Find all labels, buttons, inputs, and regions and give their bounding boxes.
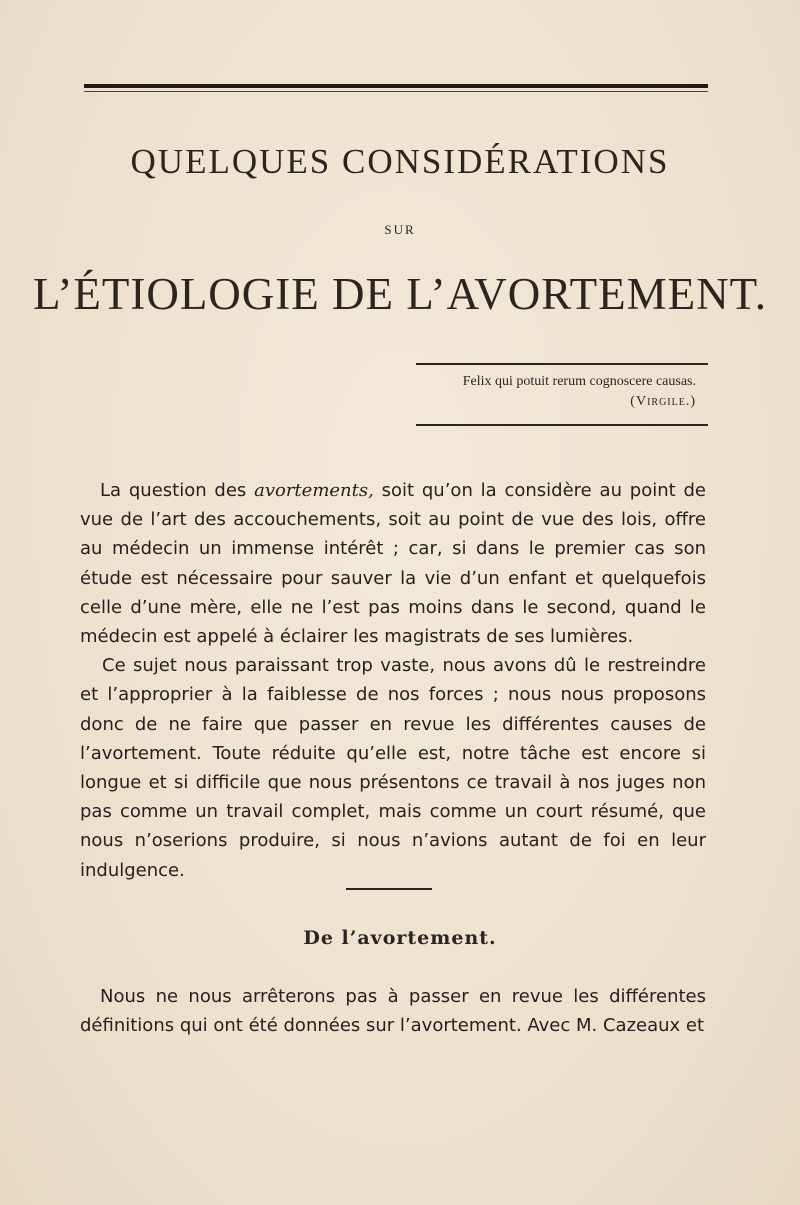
intro-p1-emphasis: avortements, [254, 480, 374, 501]
epigraph-attribution: (Virgile.) [630, 394, 696, 409]
epigraph-rule-top [416, 363, 708, 365]
intro-p1-rest: soit qu’on la considère au point de vue de l’art des accouchements, soit au point de vue des lois, offre au médecin un immense intérêt ; car, si dans le premier cas son étude est nécessaire pour sauver la vie d’un enfant et quelquefois celle d’une mère, elle ne l’est pas moins dans le second, quand le médecin est appelé à éclairer les magistrats de ses lumières. [80, 480, 706, 648]
section-text [80, 982, 706, 1040]
intro-p1-start: La question des [100, 480, 255, 501]
top-thin-rule [84, 91, 708, 92]
epigraph-quote: Felix qui potuit rerum cognoscere causas. [462, 374, 696, 389]
intro-paragraph-2: Ce sujet nous paraissant trop vaste, nous avons dû le restreindre et l’approprier à la faiblesse de nos forces ; nous nous proposons donc de ne faire que passer en revue les différentes causes de l’avortement. Toute réduite qu’elle est, notre tâche est encore si longue et si difficile que nous présentons ce travail à nos juges non pas comme un travail complet, mais comme un court résumé, que nous n’oserions produire, si nous n’avions autant de foi en leur indulgence. [80, 655, 706, 881]
title-line-2: L’ÉTIOLOGIE DE L’AVORTEMENT. [33, 269, 767, 319]
title-connector: SUR [384, 222, 416, 237]
title-line-1: QUELQUES CONSIDÉRATIONS [130, 142, 670, 181]
epigraph [390, 372, 696, 412]
section-heading: De l’avortement. [303, 927, 497, 949]
section-separator [346, 888, 432, 890]
top-ornamental-rule [84, 84, 708, 88]
epigraph-rule-bottom [416, 424, 708, 426]
intro-text [80, 476, 706, 885]
intro-paragraph-1 [80, 476, 706, 651]
section-paragraph-1: Nous ne nous arrêterons pas à passer en revue les différentes définitions qui ont été données sur l’avortement. Avec M. Cazeaux et [80, 986, 706, 1037]
